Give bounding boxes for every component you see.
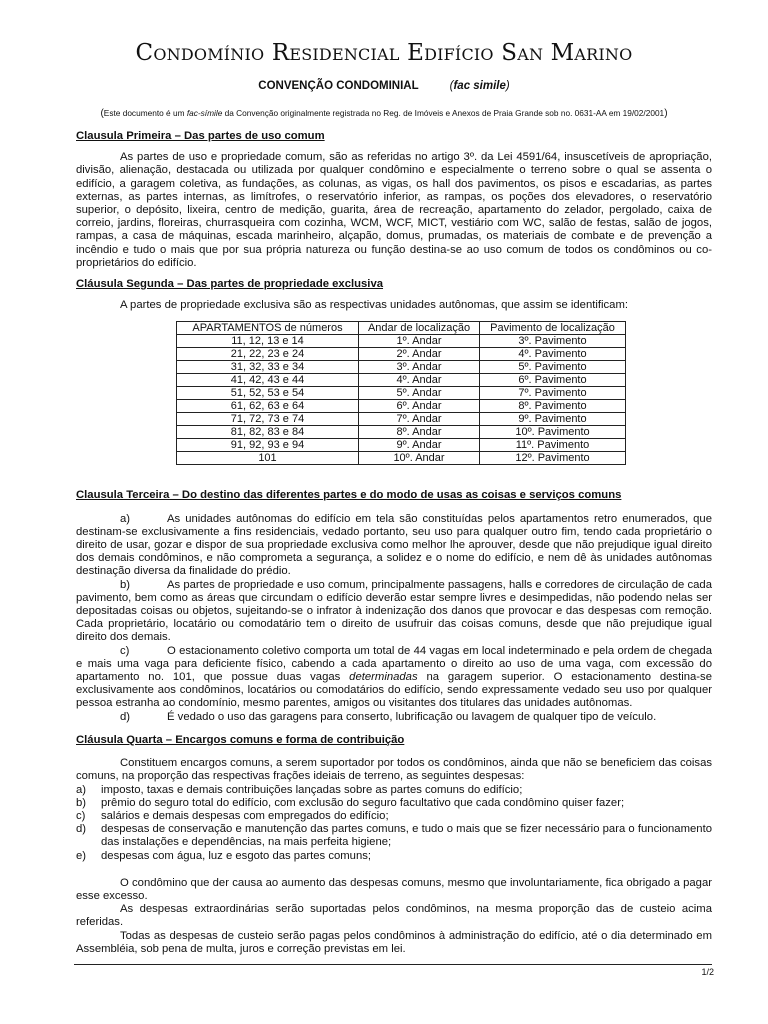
table-header-cell: Pavimento de localização — [480, 322, 626, 335]
clausula-quarta-p1: O condômino que der causa ao aumento das despesas comuns, mesmo que involuntariamente, fica obrigado a pagar esse excesso. — [76, 876, 712, 902]
page-number: 1/2 — [701, 967, 714, 977]
clausula-segunda-heading: Cláusula Segunda – Das partes de propriedade exclusiva — [76, 278, 384, 291]
table-cell: 4º. Pavimento — [480, 348, 626, 361]
table-cell: 71, 72, 73 e 74 — [177, 413, 359, 426]
list-item: e) despesas com água, luz e esgoto das partes comuns; — [76, 849, 372, 862]
table-header-cell: APARTAMENTOS de números — [177, 322, 359, 335]
table-cell: 11º. Pavimento — [480, 439, 626, 452]
table-cell: 3º. Andar — [359, 361, 480, 374]
table-row — [177, 400, 626, 413]
table-row — [177, 426, 626, 439]
expense-list — [76, 784, 712, 863]
table-header-cell: Andar de localização — [359, 322, 480, 335]
clausula-primeira-text: As partes de uso e propriedade comum, são as referidas no artigo 3º. da Lei 4591/64, insuscetíveis de apropriação, divisão, alienação, destacada ou utilizada por qualquer condômino e especialmente o terreno sobre o qual se assenta o edifício, a garagem coletiva, as fundações, as colunas, as vigas, os hall dos pavimentos, os pisos e escadarias, as partes externas, as partes internas, as limítrofes, o reservatório inferior, as rampas, os poções dos elevadores, o reservatório superior, o depósito, lixeira, centro de medição, guarita, área de recreação, apartamento do zelador, pergolado, caixa de correio, jardins, floreiras, churrasqueira com cozinha, WCM, WCF, MICT, vestiário com WC, salão de festas, salão de jogos, rampas, a casa de máquinas, escada marinheiro, alçapão, domus, prumadas, os materiais de combate e de prevenção a incêndio e tudo o mais que por sua própria natureza ou função destina-se ao uso comum de todos os condôminos ou co-proprietários do edifício. — [76, 151, 712, 269]
table-row — [177, 413, 626, 426]
apartments-table — [176, 321, 626, 465]
table-row — [177, 361, 626, 374]
clausula-segunda-intro: A partes de propriedade exclusiva são as respectivas unidades autônomas, que assim se identificam: — [120, 299, 629, 312]
registration-note: (Este documento é um fac-símile da Convenção originalmente registrada no Reg. de Imóveis e Anexos de Praia Grande sob no. 0631-AA em 19/02/2001) — [100, 108, 668, 119]
document-subtitle: CONVENÇÃO CONDOMINIAL (fac simile) — [258, 80, 510, 92]
table-row — [177, 374, 626, 387]
list-item: d) despesas de conservação e manutenção das partes comuns, e tudo o mais que se fizer necessário para o funcionamento das instalações e dependências, na mais perfeita higiene; — [76, 823, 712, 849]
table-cell: 2º. Andar — [359, 348, 480, 361]
table-cell: 101 — [177, 452, 359, 465]
fac-simile-label: fac simile — [453, 80, 506, 92]
clausula-terceira-item-d: d) É vedado o uso das garagens para conserto, lubrificação ou lavagem de qualquer tipo de veículo. — [120, 710, 657, 723]
table-cell: 5º. Andar — [359, 387, 480, 400]
table-cell: 3º. Pavimento — [480, 335, 626, 348]
clausula-terceira-item-a: a) As unidades autônomas do edifício em tela são constituídas pelos apartamentos retro enumerados, que destinam-se exclusivamente a fins residenciais, vedado portanto, seu uso para qualquer outro fim, tendo cada proprietário o direito de usar, gozar e dispor de sua propriedade exclusiva como melhor lhe aprouver, desde que não prejudique igual direito dos demais condôminos, e não comprometa a segurança, a solidez e o nome do edifício, e nem dê às unidades autônomas destinação diversa da finalidade do prédio. — [76, 512, 712, 578]
document-body — [76, 130, 712, 956]
clausula-terceira-item-c: c) O estacionamento coletivo comporta um total de 44 vagas em local indeterminado e pela ordem de chegada e mais uma vaga para deficiente físico, cabendo a cada apartamento o direito ao uso de uma vaga, com excessão do apartamento no. 101, que possue duas vagas determinadas na garagem superior. O estacionamento destina-se exclusivamente aos condôminos, locatários ou comodatários do edifício, sendo expressamente vedado seu uso por qualquer pessoa estranha ao condomínio, mesmo parentes, amigos ou visitantes dos titulares das unidades autônomas. — [76, 644, 712, 710]
table-row — [177, 348, 626, 361]
table-cell: 10º. Andar — [359, 452, 480, 465]
table-cell: 61, 62, 63 e 64 — [177, 400, 359, 413]
table-cell: 12º. Pavimento — [480, 452, 626, 465]
list-item: b) prêmio do seguro total do edifício, com exclusão do seguro facultativo que cada condômino quiser fazer; — [76, 796, 625, 809]
table-cell: 7º. Andar — [359, 413, 480, 426]
table-cell: 81, 82, 83 e 84 — [177, 426, 359, 439]
table-row — [177, 387, 626, 400]
table-cell: 91, 92, 93 e 94 — [177, 439, 359, 452]
table-row — [177, 452, 626, 465]
clausula-quarta-p3: Todas as despesas de custeio serão pagas pelos condôminos à administração do edifício, até o dia determinado em Assembléia, sob pena de multa, juros e correção previstas em lei. — [76, 929, 712, 955]
table-cell: 7º. Pavimento — [480, 387, 626, 400]
clausula-quarta-intro: Constituem encargos comuns, a serem suportador por todos os condôminos, ainda que não se beneficiem das coisas comuns, na proporção das respectivas frações ideiais de terreno, as seguintes despesas: — [76, 757, 712, 783]
table-cell: 8º. Pavimento — [480, 400, 626, 413]
table-cell: 41, 42, 43 e 44 — [177, 374, 359, 387]
footer-divider — [74, 964, 712, 965]
table-cell: 5º. Pavimento — [480, 361, 626, 374]
table-cell: 51, 52, 53 e 54 — [177, 387, 359, 400]
list-item: c) salários e demais despesas com empregados do edifício; — [76, 809, 389, 822]
clausula-terceira-item-b: b) As partes de propriedade e uso comum, principalmente passagens, halls e corredores de circulação de cada pavimento, bem como as áreas que circundam o edifício deverão estar sempre livres e desimpedidas, não podendo nelas ser depositadas coisas ou objetos, sujeitando-se o infrator à indenização dos danos que provocar e das despesas com remoção. Cada proprietário, locatário ou comodatário tem o direito de usufruir das coisas comuns, desde que não prejudique igual direito dos demais. — [76, 578, 712, 644]
table-cell: 6º. Andar — [359, 400, 480, 413]
table-row — [177, 335, 626, 348]
clausula-primeira-heading: Clausula Primeira – Das partes de uso comum — [76, 130, 325, 142]
clausula-terceira-heading: Clausula Terceira – Do destino das diferentes partes e do modo de usas as coisas e serviços comuns — [76, 489, 622, 502]
table-header-row — [177, 322, 626, 335]
table-cell: 21, 22, 23 e 24 — [177, 348, 359, 361]
table-cell: 1º. Andar — [359, 335, 480, 348]
table-cell: 8º. Andar — [359, 426, 480, 439]
list-item: a) imposto, taxas e demais contribuições lançadas sobre as partes comuns do edifício; — [76, 783, 523, 796]
table-cell: 9º. Pavimento — [480, 413, 626, 426]
table-cell: 6º. Pavimento — [480, 374, 626, 387]
clausula-quarta-heading: Cláusula Quarta – Encargos comuns e forma de contribuição — [76, 733, 405, 746]
table-cell: 31, 32, 33 e 34 — [177, 361, 359, 374]
table-cell: 9º. Andar — [359, 439, 480, 452]
table-cell: 10º. Pavimento — [480, 426, 626, 439]
table-row — [177, 439, 626, 452]
clausula-quarta-p2: As despesas extraordinárias serão suportadas pelos condôminos, na mesma proporção das de custeio acima referidas. — [76, 903, 712, 929]
table-cell: 4º. Andar — [359, 374, 480, 387]
subtitle-text: CONVENÇÃO CONDOMINIAL — [258, 80, 419, 92]
document-title: Condomínio Residencial Edifício San Marino — [135, 40, 633, 66]
table-cell: 11, 12, 13 e 14 — [177, 335, 359, 348]
